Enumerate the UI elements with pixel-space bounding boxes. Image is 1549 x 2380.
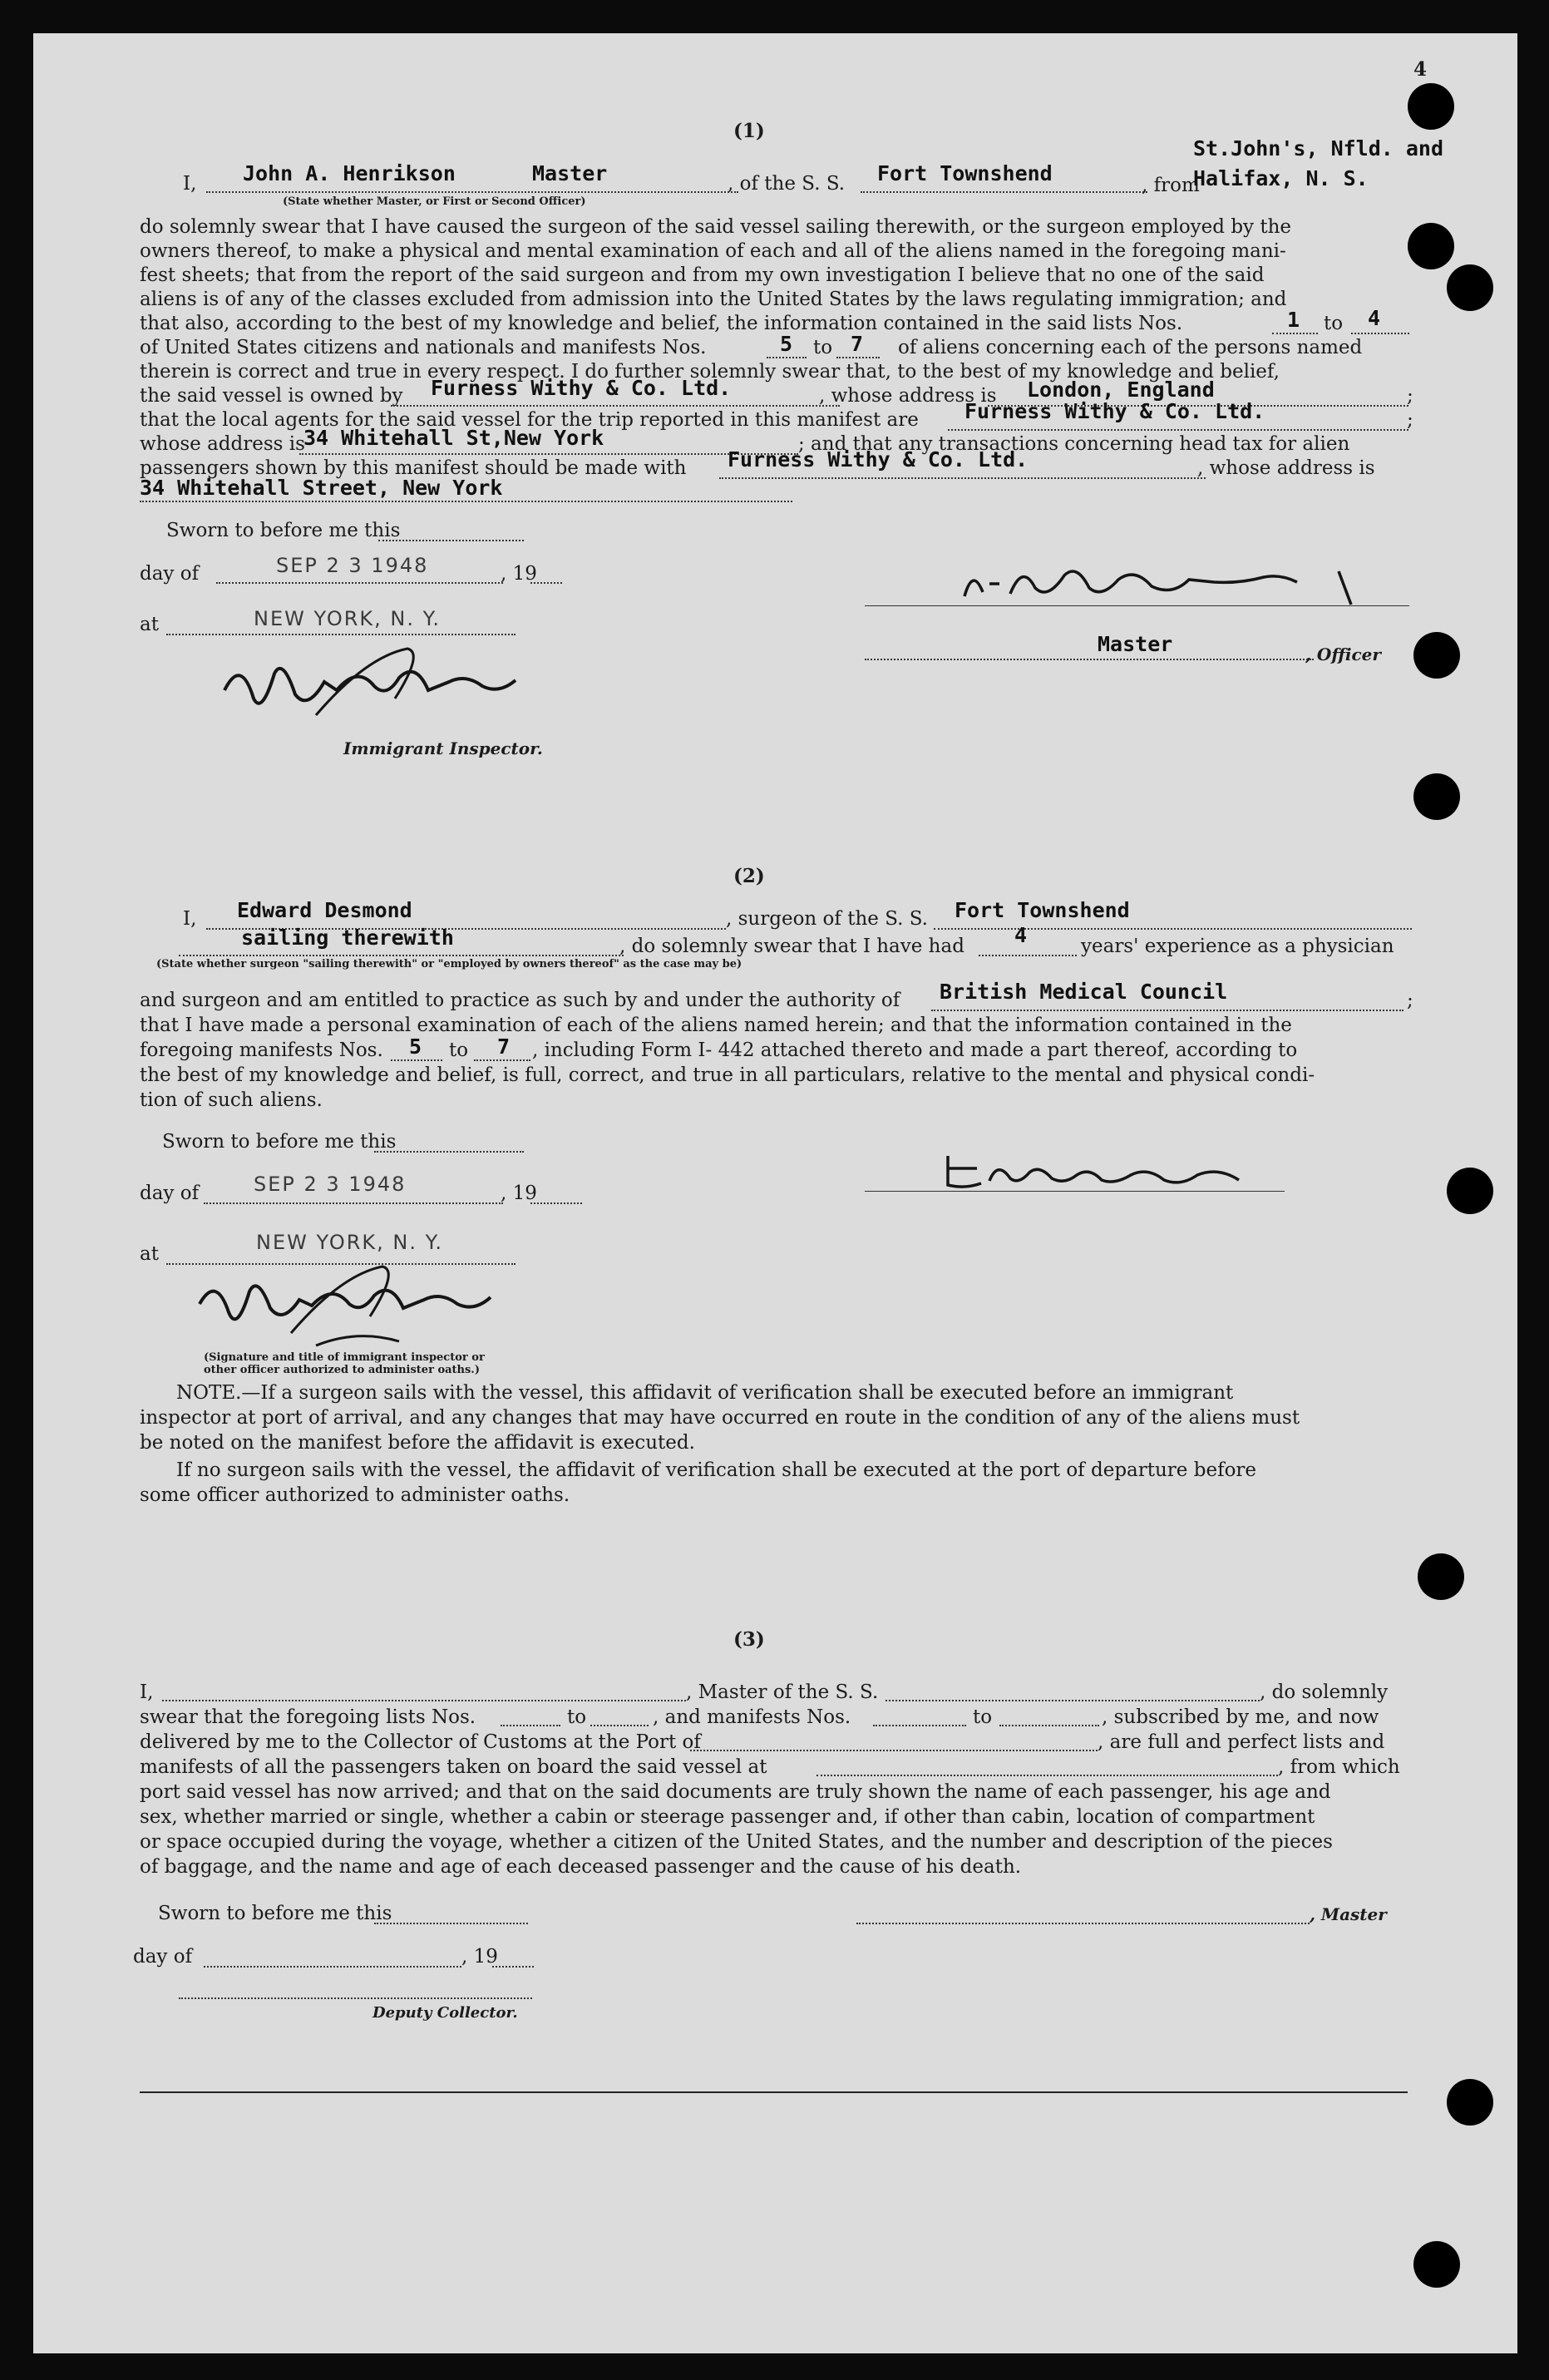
s3-man-from xyxy=(873,1725,966,1726)
s3-port-line xyxy=(690,1750,1098,1751)
status-line xyxy=(179,955,624,956)
s2-from-line xyxy=(391,1059,442,1061)
text: that the local agents for the said vessel for the trip reported in this manifest are xyxy=(140,409,919,431)
punch-hole xyxy=(1447,2079,1493,2126)
text: ; and that any transactions concerning head tax for alien xyxy=(798,433,1350,455)
sig-hint-2: other officer authorized to administer oaths.) xyxy=(204,1364,480,1376)
text: to xyxy=(1324,313,1344,334)
day-of-label-3: day of xyxy=(133,1946,193,1968)
text: to xyxy=(449,1039,469,1061)
punch-hole xyxy=(1413,773,1460,820)
punch-hole xyxy=(1418,1553,1464,1600)
text: foregoing manifests Nos. xyxy=(140,1039,383,1061)
inspector-signature xyxy=(216,640,532,735)
years-experience: 4 xyxy=(1014,923,1028,947)
year-line-3 xyxy=(492,1966,534,1968)
text: , 19 xyxy=(501,563,537,585)
port-line-2: Halifax, N. S. xyxy=(1193,166,1369,190)
text: port said vessel has now arrived; and that on the said documents are truly shown the name of each passenger, his age and xyxy=(140,1781,1331,1803)
text: the best of my knowledge and belief, is full, correct, and true in all particulars, relative to the mental and physical condi- xyxy=(140,1064,1315,1086)
note-line-5: some officer authorized to administer oaths. xyxy=(140,1484,570,1506)
signature-line xyxy=(865,605,1409,606)
text: fest sheets; that from the report of the said surgeon and from my own investigation I believe that no one of the said xyxy=(140,264,1265,286)
text: I, xyxy=(140,1681,154,1703)
text: that also, according to the best of my knowledge and belief, the information contained in the said lists Nos. xyxy=(140,313,1183,334)
place-line xyxy=(166,634,516,635)
surgeon-name: Edward Desmond xyxy=(237,898,412,922)
punch-hole xyxy=(1413,2241,1460,2288)
text: and surgeon and am entitled to practice as such by and under the authority of xyxy=(140,990,900,1011)
punch-hole xyxy=(1447,1168,1493,1214)
master-label-3: , Master xyxy=(1310,1904,1387,1924)
ship-line xyxy=(861,191,1147,193)
surgeon-status: sailing therewith xyxy=(241,926,454,950)
surgeon-signature-line xyxy=(865,1191,1285,1192)
date-stamp: SEP 2 3 1948 xyxy=(276,554,429,577)
sworn-line xyxy=(378,540,524,541)
surgeon-signature xyxy=(931,1143,1330,1197)
text: aliens is of any of the classes excluded from admission into the United States by the laws regulating immigration; and xyxy=(140,289,1287,310)
sworn-label: Sworn to before me this xyxy=(166,520,401,541)
text: that I have made a personal examination of each of the aliens named herein; and that the information contained in the xyxy=(140,1015,1292,1036)
text: , subscribed by me, and now xyxy=(1102,1706,1379,1728)
inspector-label: Immigrant Inspector. xyxy=(343,738,543,758)
headtax-address: 34 Whitehall Street, New York xyxy=(140,476,503,500)
text: owners thereof, to make a physical and mental examination of each and all of the aliens named in the foregoing mani- xyxy=(140,240,1286,262)
list-from: 1 xyxy=(1287,308,1300,332)
punch-hole xyxy=(1408,83,1454,130)
text: , of the S. S. xyxy=(728,173,846,195)
text: , Master of the S. S. xyxy=(686,1681,879,1703)
punch-hole xyxy=(1413,632,1460,679)
punch-hole xyxy=(1408,223,1454,269)
list-from-line xyxy=(1272,333,1318,334)
year-line-2 xyxy=(530,1202,582,1204)
headtax-line xyxy=(719,477,1206,479)
text: , 19 xyxy=(501,1183,537,1204)
punch-hole xyxy=(1447,264,1493,311)
page-mark: 4 xyxy=(1413,58,1428,81)
ship-name-2: Fort Townshend xyxy=(955,898,1130,922)
text: ; xyxy=(1407,990,1413,1011)
rank-line xyxy=(865,659,1314,660)
text: to xyxy=(567,1706,587,1728)
text: of baggage, and the name and age of each deceased passenger and the cause of his death. xyxy=(140,1856,1022,1878)
s3-list-from xyxy=(501,1725,560,1726)
place-stamp: NEW YORK, N. Y. xyxy=(254,607,442,630)
s3-list-to xyxy=(590,1725,649,1726)
sworn-label-2: Sworn to before me this xyxy=(162,1131,397,1153)
at-label: at xyxy=(140,614,159,635)
date-stamp-2: SEP 2 3 1948 xyxy=(254,1173,407,1196)
manifest-from: 5 xyxy=(780,332,793,356)
note-line-4: If no surgeon sails with the vessel, the affidavit of verification shall be executed at the port of departure before xyxy=(176,1459,1257,1481)
sig-hint-1: (Signature and title of immigrant inspector or xyxy=(204,1351,485,1364)
s3-master-line xyxy=(162,1700,686,1701)
at-label-2: at xyxy=(140,1243,159,1265)
authority: British Medical Council xyxy=(940,980,1228,1004)
collector-line xyxy=(179,1997,532,1999)
section-2-number: (2) xyxy=(733,865,765,887)
text: swear that the foregoing lists Nos. xyxy=(140,1706,476,1728)
text: , including Form I- 442 attached thereto and made a part thereof, according to xyxy=(532,1039,1298,1061)
owner: Furness Withy & Co. Ltd. xyxy=(431,376,732,400)
text: , from which xyxy=(1278,1756,1400,1778)
text: ; xyxy=(1407,385,1413,407)
agents-address: 34 Whitehall St,New York xyxy=(303,426,604,450)
text: or space occupied during the voyage, whether a citizen of the United States, and the number and description of the pieces xyxy=(140,1831,1333,1853)
text: years' experience as a physician xyxy=(1081,936,1394,957)
place-stamp-2: NEW YORK, N. Y. xyxy=(256,1231,444,1254)
list-to: 4 xyxy=(1368,306,1381,330)
master-name: John A. Henrikson xyxy=(243,161,456,185)
text: , do solemnly xyxy=(1260,1681,1389,1703)
text: to xyxy=(973,1706,993,1728)
text: sex, whether married or single, whether a cabin or steerage passenger and, if other than cabin, location of compartment xyxy=(140,1806,1315,1828)
manifest-to: 7 xyxy=(851,332,864,356)
year-line xyxy=(530,582,562,584)
text: ; xyxy=(1407,409,1413,431)
s2-to-line xyxy=(474,1059,530,1061)
text: I, xyxy=(183,173,197,195)
text: of aliens concerning each of the persons named xyxy=(898,337,1363,358)
text: of United States citizens and nationals and manifests Nos. xyxy=(140,337,707,358)
day-of-label-2: day of xyxy=(140,1183,200,1204)
date-line-2 xyxy=(204,1202,503,1204)
years-line xyxy=(979,955,1077,956)
text: , surgeon of the S. S. xyxy=(726,908,928,930)
text: , from xyxy=(1142,175,1200,196)
text: I, xyxy=(183,908,197,930)
master-rank-sig: Master xyxy=(1098,632,1173,656)
inspector-signature-2 xyxy=(191,1262,507,1357)
manifest-page xyxy=(33,33,1517,2353)
text: , do solemnly swear that I have had xyxy=(619,936,964,957)
master-rank: Master xyxy=(532,161,608,185)
date-line-3 xyxy=(204,1966,461,1968)
master-name-line xyxy=(206,191,738,193)
text: , are full and perfect lists and xyxy=(1098,1731,1385,1753)
owner-address: London, England xyxy=(1027,378,1215,402)
rank-hint: (State whether Master, or First or Second Officer) xyxy=(283,195,586,208)
s3-man-to xyxy=(999,1725,1099,1726)
master-signature xyxy=(931,559,1397,612)
text: , and manifests Nos. xyxy=(653,1706,851,1728)
man-to-line xyxy=(836,357,880,358)
agents-addr-line xyxy=(299,453,798,455)
date-line xyxy=(216,582,503,584)
text: , whose address is xyxy=(1197,457,1375,479)
text: passengers shown by this manifest should be made with xyxy=(140,457,687,479)
ship-line-2 xyxy=(934,928,1412,930)
text: , whose address is xyxy=(819,385,997,407)
headtax-agent: Furness Withy & Co. Ltd. xyxy=(728,447,1029,472)
s3-master-sig-line xyxy=(856,1923,1310,1924)
owner-line xyxy=(391,405,840,407)
text: manifests of all the passengers taken on board the said vessel at xyxy=(140,1756,767,1778)
text: tion of such aliens. xyxy=(140,1089,323,1111)
sworn-line-3 xyxy=(374,1923,528,1924)
s2-manifest-from: 5 xyxy=(409,1034,422,1059)
agents-line xyxy=(948,429,1408,431)
authority-line xyxy=(931,1010,1403,1011)
headtax-addr-line xyxy=(140,501,792,502)
port-line-1: St.John's, Nfld. and xyxy=(1193,136,1444,160)
note-line-3: be noted on the manifest before the affidavit is executed. xyxy=(140,1432,695,1454)
s3-ship-line xyxy=(885,1700,1260,1701)
collector-label: Deputy Collector. xyxy=(372,2004,518,2022)
day-of-label: day of xyxy=(140,563,200,585)
officer-label: , Officer xyxy=(1305,644,1381,664)
text: the said vessel is owned by xyxy=(140,385,403,407)
text: whose address is xyxy=(140,433,305,455)
note-line-1: NOTE.—If a surgeon sails with the vessel, this affidavit of verification shall be executed before an immigrant xyxy=(176,1382,1234,1404)
man-from-line xyxy=(767,357,807,358)
list-to-line xyxy=(1351,333,1409,334)
section-1-number: (1) xyxy=(733,120,765,142)
s3-embark-line xyxy=(816,1775,1278,1776)
sworn-label-3: Sworn to before me this xyxy=(158,1903,392,1924)
sworn-line-2 xyxy=(374,1151,524,1153)
text: , 19 xyxy=(461,1946,498,1968)
text: to xyxy=(813,337,833,358)
ship-name: Fort Townshend xyxy=(877,161,1053,185)
agents: Furness Withy & Co. Ltd. xyxy=(964,399,1265,423)
text: therein is correct and true in every respect. I do further solemnly swear that, to the best of my knowledge and belief, xyxy=(140,361,1280,383)
section-3-number: (3) xyxy=(733,1628,765,1651)
s2-manifest-to: 7 xyxy=(497,1034,511,1059)
status-hint: (State whether surgeon "sailing therewith" or "employed by owners thereof" as the case may be) xyxy=(156,958,742,970)
bottom-rule xyxy=(140,2091,1408,2093)
text: do solemnly swear that I have caused the surgeon of the said vessel sailing therewith, or the surgeon employed by the xyxy=(140,216,1292,238)
note-line-2: inspector at port of arrival, and any changes that may have occurred en route in the condition of any of the aliens must xyxy=(140,1407,1300,1429)
text: delivered by me to the Collector of Customs at the Port of xyxy=(140,1731,701,1753)
